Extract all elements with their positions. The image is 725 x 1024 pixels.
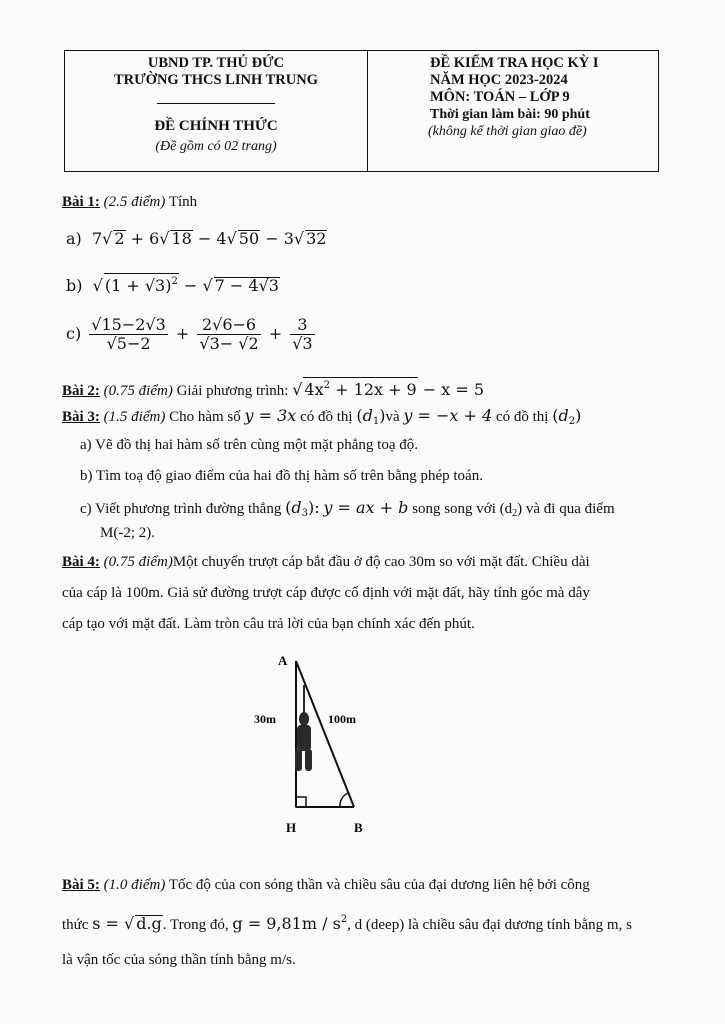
subject: MÔN: TOÁN – LỚP 9 xyxy=(430,89,570,105)
header-left xyxy=(65,51,368,171)
time-limit: Thời gian làm bài: 90 phút xyxy=(430,107,590,122)
school-name: TRƯỜNG THCS LINH TRUNG xyxy=(114,72,318,88)
bai1-c: c) $\frac{√15-2√3}{√5-2}$ + $\frac{2√6-6}{√3- √2}$ + $\frac{3}{√3}$ xyxy=(66,315,313,353)
time-note: (không kể thời gian giao đề) xyxy=(428,124,587,139)
official-label: ĐỀ CHÍNH THỨC xyxy=(154,118,278,134)
bai2-heading: Bài 2: (0.75 điểm) Giải phương trình: √ $4x^2 + 12x + 9 - x = 5$ xyxy=(62,377,484,400)
bai1-b: b) √ $(1 + √3)^2$ − √ 7 − 4√3 xyxy=(66,273,280,295)
label-cable: 100m xyxy=(328,712,356,726)
label-height: 30m xyxy=(254,712,276,726)
rider-icon xyxy=(295,685,312,771)
bai5-line1: Bài 5: (1.0 điểm) Tốc độ của con sóng thần và chiều sâu của đại dương liên hệ bởi công xyxy=(62,877,590,893)
point-H: H xyxy=(286,820,297,835)
zipline-figure xyxy=(240,645,380,845)
bai1-a: a) 7√ 2 + 6√ 18 − 4√ 50 − 3√ 32 xyxy=(66,229,327,248)
bai4-line3: cáp tạo với mặt đất. Làm tròn câu trả lời của bạn chính xác đến phút. xyxy=(62,616,475,632)
bai3-b: b) Tìm toạ độ giao điểm của hai đồ thị hàm số trên bằng phép toán. xyxy=(80,468,483,484)
bai5-line3: là vận tốc của sóng thần tính bằng m/s. xyxy=(62,952,296,968)
point-A: A xyxy=(278,653,288,668)
point-B: B xyxy=(354,820,363,835)
bai3-a: a) Vẽ đồ thị hai hàm số trên cùng một mặt phẳng toạ độ. xyxy=(80,437,418,453)
bai1-heading: Bài 1: (2.5 điểm) Tính xyxy=(62,194,198,210)
bai3-c: c) Viết phương trình đường thẳng $(d_3)$: y = ax + b song song với $(d_2)$ và đi qua điểm xyxy=(80,498,615,519)
bai4-line1: Bài 4: (0.75 điểm)Một chuyến trượt cáp bắt đầu ở độ cao 30m so với mặt đất. Chiều dài xyxy=(62,554,590,570)
bai3-c-point: M(-2; 2). xyxy=(100,525,155,541)
bai3-heading: Bài 3: (1.5 điểm) Cho hàm số y = 3x có đồ thị $(d_1)và$ y = −x + 4 có đồ thị $(d_2)$ xyxy=(62,406,582,427)
bai5-line2: thức s = √ d.g. Trong đó, $g = 9,81m / s^2$, d (deep) là chiều sâu đại dương tính bằng m, s xyxy=(62,914,632,933)
header-right xyxy=(368,51,658,171)
authority: UBND TP. THỦ ĐỨC xyxy=(147,55,285,71)
school-year: NĂM HỌC 2023-2024 xyxy=(430,72,568,88)
exam-header xyxy=(64,50,659,172)
bai4-line2: của cáp là 100m. Giả sử đường trượt cáp được cố định với mặt đất, hãy tính góc mà dây xyxy=(62,585,590,601)
exam-title: ĐỀ KIỂM TRA HỌC KỲ I xyxy=(430,55,599,71)
page-count: (Đề gồm có 02 trang) xyxy=(155,139,277,154)
divider xyxy=(157,103,275,104)
right-angle-mark xyxy=(296,797,306,807)
angle-B-arc xyxy=(340,793,348,807)
